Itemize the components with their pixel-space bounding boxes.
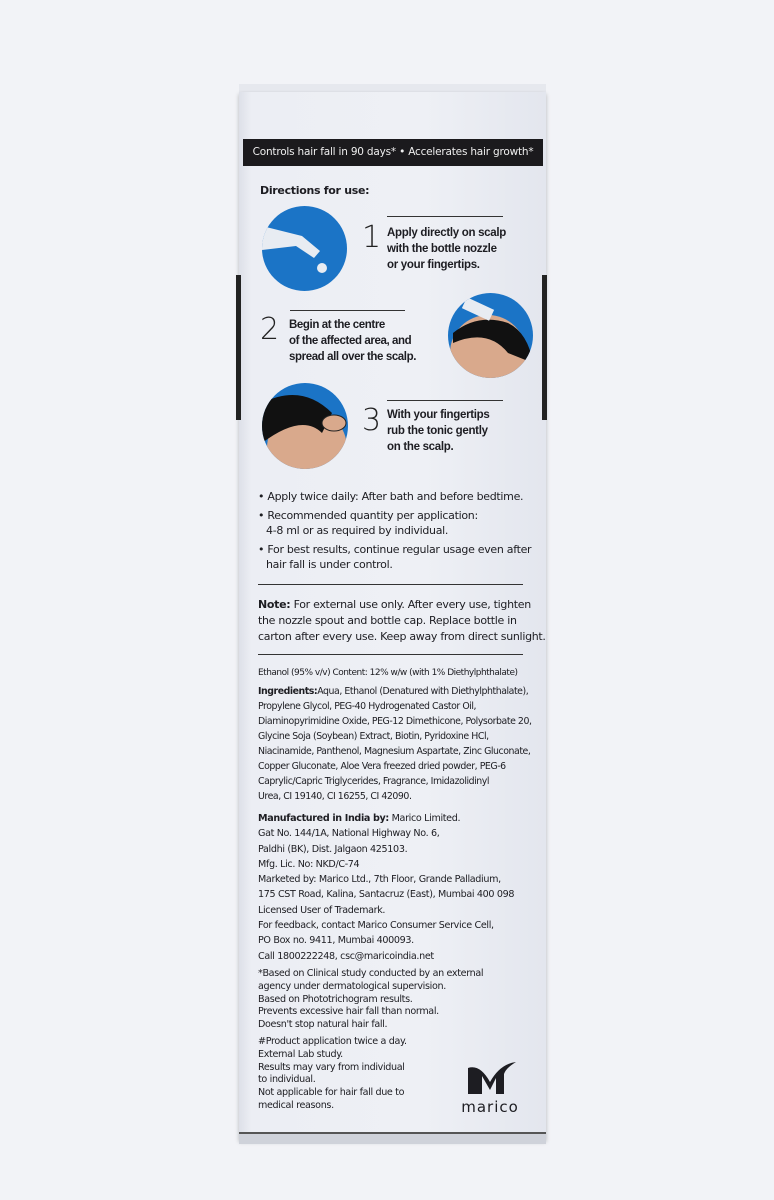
ingredients-line: Copper Gluconate, Aloe Vera freezed dried powder, PEG-6 [258,761,506,772]
bullet-item: • Recommended quantity per application: [258,508,478,522]
ingredients-line: Diaminopyrimidine Oxide, PEG-12 Dimethicone, Polysorbate 20, [258,716,532,727]
box-bottom-edge [239,1132,546,1144]
application-disclaimer [258,1036,407,1113]
bullet-item-cont: 4-8 ml or as required by individual. [266,524,449,537]
address-line: Mfg. Lic. No: NKD/C-74 [258,858,360,870]
disclaimer-line: *Based on Clinical study conducted by an external [258,968,484,979]
step-line: on the scalp. [387,441,454,453]
marico-logo [460,1060,520,1116]
disclaimer-line: Results may vary from individual [258,1061,405,1073]
disclaimer-line: External Lab study. [258,1048,343,1060]
step3-text [387,407,490,455]
disclaimer-line: Not applicable for hair fall due to [258,1087,405,1099]
step-number: 2 [260,312,280,347]
step-line: Apply directly on scalp [387,227,506,239]
step-line: with the bottle nozzle [387,243,497,255]
marico-m-mark-icon [460,1060,520,1096]
bullet-item: • For best results, continue regular usage even after [258,542,532,556]
step-line: of the affected area, and [289,335,412,347]
manufacturer-block [258,811,514,964]
step-line: With your fingertips [387,409,490,421]
step-line: spread all over the scalp. [289,351,417,363]
note-label: Note: [258,598,291,611]
ingredients-line: Caprylic/Capric Triglycerides, Fragrance, Imidazolidinyl [258,776,490,787]
claim-banner: Controls hair fall in 90 days* • Accelerates hair growth* [243,139,543,166]
note-block [258,597,546,645]
address-line: Marketed by: Marico Ltd., 7th Floor, Grande Palladium, [258,874,501,886]
box-edge-shadow-left [236,275,241,420]
disclaimer-line: Based on Phototrichogram results. [258,993,413,1005]
step-line: or your fingertips. [387,259,480,271]
usage-bullets [258,489,531,573]
ingredients-line: Aqua, Ethanol (Denatured with Diethylphthalate), [317,686,529,697]
fingertips-massage-icon [262,383,348,469]
divider [387,400,503,401]
ethanol-content: Ethanol (95% v/v) Content: 12% w/w (with 1% Diethylphthalate) [258,668,518,678]
disclaimer-line: medical reasons. [258,1099,334,1111]
bullet-item-cont: hair fall is under control. [266,558,393,571]
divider [258,584,523,585]
scalp-application-icon [448,293,533,378]
address-line: PO Box no. 9411, Mumbai 400093. [258,935,414,947]
ingredients-block [258,684,532,804]
step-line: rub the tonic gently [387,425,488,437]
address-line: Paldhi (BK), Dist. Jalgaon 425103. [258,843,408,855]
contact-line: Call 1800222248, csc@maricoindia.net [258,950,434,962]
manufacturer-label: Manufactured in India by: [258,813,389,824]
divider [258,654,523,655]
disclaimer-line: Prevents excessive hair fall than normal. [258,1006,439,1018]
ingredients-line: Propylene Glycol, PEG-40 Hydrogenated Castor Oil, [258,701,477,712]
step-number: 3 [362,403,382,438]
step-line: Begin at the centre [289,319,385,331]
address-line: Gat No. 144/1A, National Highway No. 6, [258,828,440,840]
bottle-dropper-icon [262,206,347,291]
logo-text: marico [461,1098,519,1116]
disclaimer-line: #Product application twice a day. [258,1036,407,1047]
bullet-item: • Apply twice daily: After bath and before bedtime. [258,490,524,503]
directions-heading: Directions for use: [260,184,370,197]
step2-text [289,317,416,365]
ingredients-label: Ingredients: [258,686,318,697]
clinical-disclaimer [258,968,483,1032]
note-line: For external use only. After every use, tighten [293,598,531,611]
ingredients-line: Glycine Soja (Soybean) Extract, Biotin, Pyridoxine HCl, [258,731,489,742]
step1-text [387,225,506,273]
disclaimer-line: Doesn't stop natural hair fall. [258,1019,388,1031]
manufacturer-name: Marico Limited. [391,813,461,824]
step3-illustration [262,383,348,469]
note-line: the nozzle spout and bottle cap. Replace bottle in [258,614,517,627]
divider [387,216,503,217]
ingredients-line: Niacinamide, Panthenol, Magnesium Aspartate, Zinc Gluconate, [258,746,531,757]
address-line: Licensed User of Trademark. [258,904,386,916]
divider [290,310,405,311]
step2-illustration [448,293,533,378]
box-edge-shadow-right [542,275,547,420]
disclaimer-line: agency under dermatological supervision. [258,980,446,992]
address-line: For feedback, contact Marico Consumer Service Cell, [258,920,494,932]
disclaimer-line: to individual. [258,1074,316,1086]
ingredients-line: Urea, CI 19140, CI 16255, CI 42090. [258,791,412,802]
note-line: carton after every use. Keep away from direct sunlight. [258,630,546,643]
step-number: 1 [362,220,382,255]
step1-illustration [262,206,347,291]
address-line: 175 CST Road, Kalina, Santacruz (East), Mumbai 400 098 [258,889,515,901]
